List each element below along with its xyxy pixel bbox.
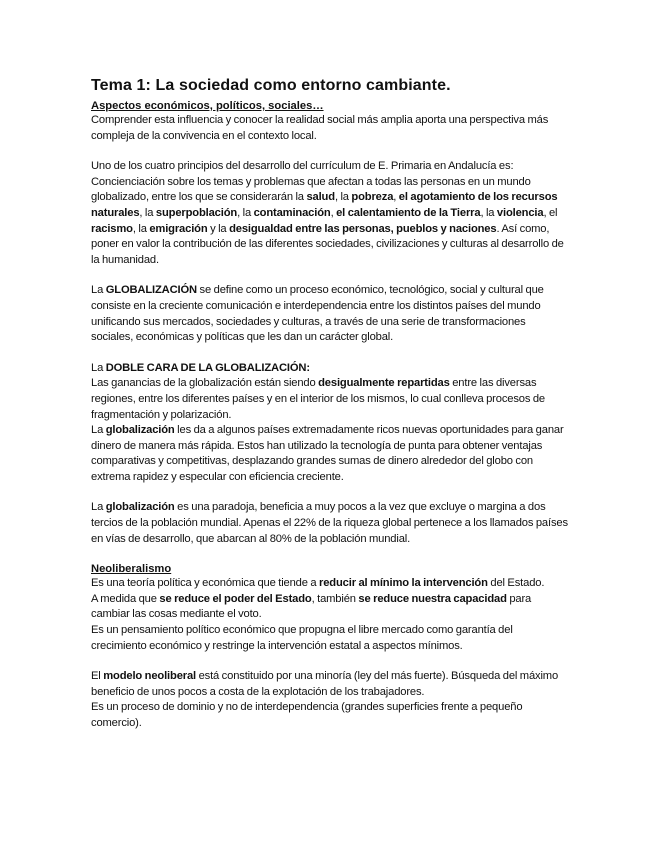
text-span: del Estado. bbox=[487, 577, 545, 590]
neoliberalismo-paragraph-2 bbox=[91, 592, 569, 623]
text-span: , la bbox=[480, 206, 497, 219]
text-span: es una paradoja, beneficia a muy pocos a la vez que excluye o margina a dos tercios de la población mundial. Apenas el 22% de la riqueza global pertenece a los llamados países en vías de desarrollo, que abarcan al 80% de la población mundial. bbox=[91, 501, 568, 545]
globalizacion-paragraph bbox=[91, 283, 569, 345]
text-span: entre las diversas regiones, entre los diferentes países y en el interior de los mismos, lo cual conlleva procesos de fragmentación y polarización. bbox=[91, 377, 545, 421]
bold-term: pobreza bbox=[351, 191, 394, 204]
bold-term: racismo bbox=[91, 222, 133, 235]
bold-term: superpoblación bbox=[155, 206, 238, 219]
text-span: y la bbox=[207, 222, 230, 235]
text-span: se define como un proceso económico, tecnológico, social y cultural que consiste en la creciente comunicación e interdependencia entre los distintos países del mundo unificando sus mercados, sociedades y culturas, a través de una serie de transformaciones sociales, económicas y políticas que les dan un carácter global. bbox=[91, 284, 544, 344]
curriculum-paragraph bbox=[91, 159, 569, 268]
spacer bbox=[91, 346, 569, 361]
doble-cara-heading bbox=[91, 361, 569, 377]
spacer bbox=[91, 268, 569, 283]
spacer bbox=[91, 144, 569, 159]
text-span: La bbox=[91, 501, 106, 514]
spacer bbox=[91, 547, 569, 562]
document-title: Tema 1: La sociedad como entorno cambiante. bbox=[91, 77, 451, 94]
text-span: , la bbox=[334, 191, 352, 204]
text-span: Uno de los cuatro principios del desarrollo del currículum de E. Primaria en Andalucía es: Concienciación sobre los temas y problemas que afectan a todas las personas en un mundo globalizado, entre los que se considerarán la bbox=[91, 160, 531, 204]
text-span: , también bbox=[311, 592, 359, 605]
text-span: , la bbox=[139, 206, 156, 219]
intro-heading: Aspectos económicos, políticos, sociales… bbox=[91, 100, 324, 112]
spacer bbox=[91, 485, 569, 500]
text-span: A medida que bbox=[91, 592, 160, 605]
neoliberalismo-heading: Neoliberalismo bbox=[91, 563, 172, 576]
bold-term: globalización bbox=[105, 501, 175, 514]
text-span: , bbox=[393, 191, 399, 204]
text-span: El bbox=[91, 670, 104, 683]
bold-term: el agotamiento de los recursos naturales bbox=[91, 191, 558, 219]
paradoja-paragraph bbox=[91, 500, 569, 547]
text-span: , bbox=[330, 206, 337, 219]
bold-term: se reduce el poder del Estado bbox=[159, 592, 312, 605]
bold-term: emigración bbox=[149, 222, 208, 235]
bold-term: modelo neoliberal bbox=[103, 670, 197, 683]
bold-term: contaminación bbox=[253, 206, 331, 219]
text-span: está constituido por una minoría (ley del más fuerte). Búsqueda del máximo beneficio de unos pocos a costa de la explotación de los trabajadores. bbox=[91, 670, 559, 698]
bold-term: violencia bbox=[496, 206, 544, 219]
text-span: . Así como, poner en valor la contribución de las diferentes sociedades, civilizaciones y culturas al desarrollo de la humanidad. bbox=[91, 222, 564, 266]
text-span: Es una teoría política y económica que tiende a bbox=[91, 577, 320, 590]
text-span: para cambiar las cosas mediante el voto. bbox=[91, 592, 532, 621]
bold-term: se reduce nuestra capacidad bbox=[358, 592, 507, 605]
text-span: les da a algunos países extremadamente ricos nuevas oportunidades para ganar dinero de manera más rápida. Estos han utilizado la tecnología de punta para obtener ventajas comparativas y competitivas, desplazando grandes sumas de dinero alrededor del globo con extrema rapidez y especular con eficiencia creciente. bbox=[91, 424, 564, 483]
modelo-paragraph-1 bbox=[91, 669, 569, 700]
text-span: Las ganancias de la globalización están siendo bbox=[91, 377, 319, 390]
text-span: , la bbox=[132, 222, 150, 235]
spacer bbox=[91, 654, 569, 669]
neoliberalismo-paragraph-3: Es un pensamiento político económico que propugna el libre mercado como garantía del crecimiento económico y restringe la intervención estatal a aspectos mínimos. bbox=[91, 624, 513, 652]
bold-term: el calentamiento de la Tierra bbox=[336, 206, 481, 219]
text-span: , la bbox=[237, 206, 254, 219]
text-span: La bbox=[91, 284, 106, 297]
text-span: La bbox=[91, 361, 106, 374]
text-span: La bbox=[91, 424, 106, 437]
bold-term: GLOBALIZACIÓN bbox=[105, 284, 197, 297]
doble-cara-paragraph-1 bbox=[91, 376, 569, 423]
bold-term: DOBLE CARA DE LA GLOBALIZACIÓN: bbox=[105, 361, 310, 374]
text-span: , el bbox=[543, 206, 558, 219]
bold-term: salud bbox=[306, 191, 335, 204]
intro-paragraph: Comprender esta influencia y conocer la realidad social más amplia aporta una perspectiva más compleja de la convivencia en el contexto local. bbox=[91, 114, 549, 142]
bold-term: desigualdad entre las personas, pueblos y naciones bbox=[229, 222, 497, 235]
neoliberalismo-paragraph-1 bbox=[91, 576, 569, 592]
doble-cara-paragraph-2 bbox=[91, 423, 569, 485]
bold-term: reducir al mínimo la intervención bbox=[319, 577, 488, 590]
bold-term: globalización bbox=[105, 424, 175, 437]
modelo-paragraph-2: Es un proceso de dominio y no de interdependencia (grandes superficies frente a pequeño comercio). bbox=[91, 701, 523, 729]
document-page bbox=[91, 76, 569, 732]
bold-term: desigualmente repartidas bbox=[318, 377, 450, 390]
